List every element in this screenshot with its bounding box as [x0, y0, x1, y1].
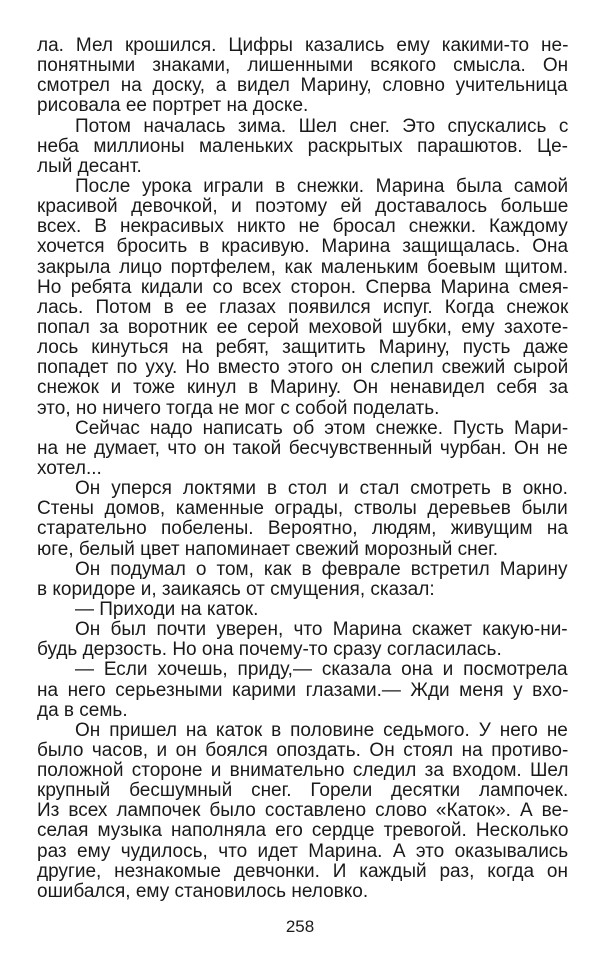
- text-line: лый десант.: [37, 155, 142, 177]
- paragraph: [37, 479, 568, 560]
- text-line: ла. Мел крошился. Цифры казались ему какими-то не-: [37, 35, 569, 56]
- text-line: хотел...: [37, 457, 102, 479]
- text-line: старательно побелены. Вероятно, людям, живущим на: [37, 518, 568, 540]
- page-number: 258: [285, 917, 315, 936]
- text-line: красивой девочкой, и поэтому ей доставалось больше: [37, 196, 569, 218]
- text-line: будь дерзость. Но она почему-то сразу согласилась.: [37, 639, 502, 661]
- text-line: на не думает, что он такой бесчувственный чурбан. Он не: [37, 437, 568, 459]
- text-line: После урока играли в снежки. Марина была самой: [75, 175, 569, 197]
- text-line: раз ему чудилось, что идет Марина. А это оказывались: [37, 840, 569, 862]
- text-line: — Если хочешь, приду,— сказала она и посмотрела: [75, 659, 568, 681]
- text-line: смотрел на доску, а видел Марину, словно учительница: [37, 75, 568, 97]
- text-line: положной стороне и внимательно следил за входом. Шел: [37, 760, 569, 782]
- paragraph: [37, 419, 568, 479]
- text-line: понятными знаками, лишенными всякого смысла. Он: [37, 55, 569, 77]
- text-line: да в семь.: [37, 699, 128, 721]
- text-line: Из всех лампочек было составлено слово «Каток». А ве-: [37, 800, 569, 822]
- text-line: в коридоре и, заикаясь от смущения, сказал:: [37, 578, 435, 600]
- text-line: ошибался, ему становилось неловко.: [37, 880, 369, 902]
- paragraph: [37, 600, 568, 620]
- text-line: было часов, и он боялся опоздать. Он стоял на противо-: [37, 739, 569, 761]
- text-line: Сейчас надо написать об этом снежке. Пусть Мари-: [75, 417, 569, 439]
- paragraph: [37, 560, 568, 600]
- text-line: рисовала ее портрет на доске.: [37, 95, 309, 117]
- text-line: — Приходи на каток.: [75, 598, 259, 620]
- text-line: лось кинуться на ребят, защитить Марину, пусть даже: [37, 337, 569, 359]
- text-line: хочется бросить в красивую. Марина защищалась. Она: [37, 236, 569, 258]
- text-line: юге, белый цвет напоминает свежий морозный снег.: [37, 538, 499, 560]
- text-line: неба миллионы маленьких раскрытых парашютов. Це-: [37, 135, 569, 157]
- text-line: Но ребята кидали со всех сторон. Сперва Марина смея-: [37, 276, 569, 298]
- text-line: закрыла лицо портфелем, как маленьким боевым щитом.: [37, 256, 569, 278]
- text-line: селая музыка наполняла его сердце тревогой. Несколько: [37, 820, 569, 842]
- text-line: это, но ничего тогда не мог с собой поделать.: [37, 397, 440, 419]
- paragraph: [37, 620, 568, 660]
- text-line: попал за воротник ее серой меховой шубки, ему захоте-: [37, 316, 569, 338]
- text-line: снежок и тоже кинул в Марину. Он ненавидел себя за: [37, 377, 569, 399]
- paragraph: [37, 660, 568, 720]
- text-line: Он уперся локтями в стол и стал смотреть в окно.: [75, 478, 568, 500]
- text-line: Он был почти уверен, что Марина скажет какую-ни-: [75, 619, 568, 641]
- text-line: Он подумал о том, как в феврале встретил Марину: [75, 558, 568, 580]
- text-line: всех. В некрасивых никто не бросал снежки. Каждому: [37, 216, 568, 238]
- text-line: крупный бесшумный снег. Горели десятки лампочек.: [37, 780, 569, 802]
- text-line: Стены домов, каменные ограды, стволы деревьев были: [37, 498, 568, 520]
- text-line: другие, незнакомые девчонки. И каждый раз, когда он: [37, 860, 568, 882]
- paragraph: [37, 117, 568, 177]
- paragraph: [37, 721, 568, 902]
- text-line: Потом началась зима. Шел снег. Это спускались с: [75, 115, 569, 137]
- text-line: Он пришел на каток в половине седьмого. У него не: [75, 719, 568, 741]
- text-line: лась. Потом в ее глазах появился испуг. Когда снежок: [37, 296, 569, 318]
- text-line: на него серьезными карими глазами.— Жди меня у вхо-: [37, 679, 569, 701]
- paragraph: [37, 177, 568, 419]
- text-line: попадет по уху. Но вместо этого он слепил свежий сырой: [37, 357, 569, 379]
- book-page-text: [37, 36, 568, 902]
- paragraph: [37, 36, 568, 117]
